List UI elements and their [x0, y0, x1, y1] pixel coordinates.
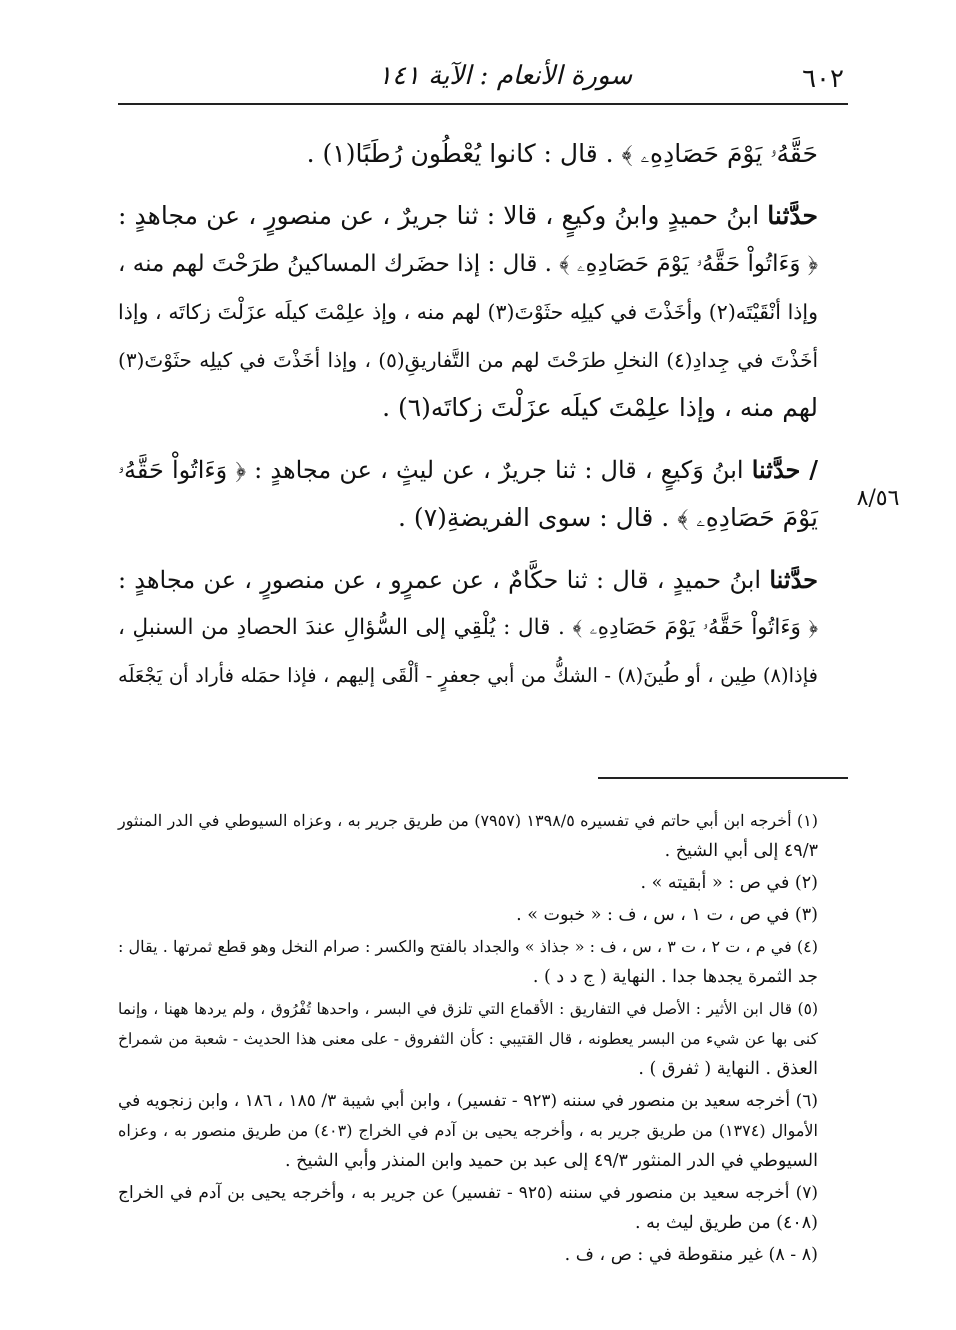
- footnote-line: (١) أخرجه ابن أبي حاتم في تفسيره ١٣٩٨/٥ (٧٩٥٧) من طريق جرير به ، وعزاه السيوطي في الدر المنثور: [118, 811, 819, 830]
- footnote-7: [118, 1178, 818, 1238]
- footnote-6: [118, 1086, 818, 1176]
- margin-marker: ٨/٥٦: [856, 486, 900, 511]
- footnote-line: العذق . النهاية ( ثفرق ) .: [638, 1059, 818, 1079]
- text-line: لهم منه ، وإذا علِمْتَ كيلَه عزَلْتَ زكاتَه(٦) .: [382, 393, 818, 422]
- footnote-line: السيوطي في الدر المنثور ٤٩/٣ إلى عبد بن حميد وابن المنذر وأبي الشيخ .: [285, 1151, 818, 1171]
- text-line: فإذا(٨) طِين ، أو طُينَ(٨) - الشكُّ من أبي جعفرٍ - ألْقَى إليهم ، فإذا حمَله فأراد أن يَجْعَلَه: [118, 664, 818, 687]
- running-title: سورة الأنعام : الآية ١٤١: [378, 61, 633, 91]
- text-line: [118, 556, 818, 604]
- footnote-rule: [598, 777, 848, 779]
- footnote-line: (٢) في ص : « أبقيته » .: [640, 873, 818, 893]
- text-line: [118, 446, 818, 494]
- footnote-line: ٤٩/٣ إلى أبي الشيخ .: [664, 841, 818, 861]
- footnote-line: (٣) في ص ، ت ١ ، س ، ف : « خبوت » .: [516, 905, 818, 925]
- footnote-line: (٦) أخرجه سعيد بن منصور في سننه (٩٢٣ - تفسير) ، وابن أبي شيبة ٣/ ١٨٥ ، ١٨٦ ، وابن زنجويه في: [118, 1091, 819, 1111]
- footnote-line: (٥) قال ابن الأثير : الأصل في التفاريق : الأقماع التي تلزق في البسر ، واحدها تُفْرُوق ، ولم يردها ههنا ، وإنما: [118, 1000, 818, 1018]
- page-number: ٦٠٢: [802, 64, 844, 94]
- footnotes: [118, 806, 818, 1272]
- footnote-line: كنى بها عن شيء من البسر يعطونه ، قال القتيبي : كأن الثفروق - على معنى هذا الحديث - شعبة من شمراخ: [118, 1030, 818, 1048]
- footnote-line: (٨ - ٨) غير منقوطة في : ص ، ف .: [564, 1245, 818, 1265]
- hadith-lead: / حدَّثنا: [751, 455, 818, 484]
- paragraph-2: [118, 192, 818, 432]
- text-span: ابنُ حميدٍ ، قال : ثنا حكَّامٌ ، عن عمرٍو ، عن منصورٍ ، عن مجاهدٍ :: [118, 566, 762, 594]
- text-span: ابنُ وَكيعٍ ، قال : ثنا جريرٌ ، عن ليثٍ ، عن مجاهدٍ : ﴿ وَءَاتُواْ حَقَّهُۥ: [118, 456, 744, 484]
- footnote-line: (٧) أخرجه سعيد بن منصور في سننه (٩٢٥ - تفسير) عن جرير به ، وأخرجه يحيى بن آدم في الخراج: [118, 1183, 818, 1203]
- header-rule: [118, 103, 848, 105]
- paragraph-4: [118, 556, 818, 700]
- footnote-4: [118, 932, 818, 992]
- paragraph-1: [118, 130, 818, 178]
- footnote-line: (٤) في م ، ت ٢ ، ت ٣ ، س ، ف : « جذاذ » والجداد بالفتح والكسر : صرام النخل وهو قطع ثمرتها . يقال :: [118, 937, 819, 956]
- main-text: [118, 130, 818, 714]
- page-header: [118, 58, 848, 102]
- footnote-3: [118, 900, 818, 930]
- text-line: ﴿ وَءَاتُواْ حَقَّهُۥ يَوْمَ حَصَادِهِۦ ﴾ . قال : إذا حضَرك المساكينُ طرَحْتَ لهم منه ،: [118, 251, 818, 277]
- text-line: [118, 192, 818, 240]
- text-line: أخَذْتَ في جِدادِ(٤) النخلِ طرَحْتَ لهم من التَّفاريقِ(٥) ، وإذا أخَذْتَ في كيلِه حثَوْتَ(٣): [118, 348, 818, 372]
- footnote-2: [118, 868, 818, 898]
- text-line: ﴿ وَءَاتُواْ حَقَّهُۥ يَوْمَ حَصَادِهِۦ ﴾ . قال : يُلْقِي إلى السُّؤالِ عندَ الحصادِ من السنبلِ ،: [118, 615, 818, 640]
- hadith-lead: حدَّثنا: [769, 565, 818, 594]
- hadith-lead: حدَّثنا: [767, 201, 818, 230]
- footnote-5: [118, 994, 818, 1084]
- footnote-line: الأموال (١٣٧٤) من طريق جرير به ، وأخرجه يحيى بن آدم في الخراج (٤٠٣) من طريق منصور به ، وعزاه: [118, 1121, 818, 1140]
- footnote-line: جد الثمرة يجدها جدا . النهاية ( ج د د ) .: [532, 967, 818, 987]
- text-line: يَوْمَ حَصَادِهِۦ ﴾ . قال : سوى الفريضةِ(٧) .: [398, 503, 818, 532]
- footnote-1: [118, 806, 818, 866]
- text-line: وإذا أنْقَيْتَه(٢) وأخَذْتَ في كيلِه حثَوْتَ(٣) لهم منه ، وإذ علِمْتَ كيلَه عزَلْتَ زكاتَه ، وإذا: [118, 300, 819, 324]
- paragraph-3: [118, 446, 818, 542]
- text-span: ابنُ حميدٍ وابنُ وكيعٍ ، قالا : ثنا جريرٌ ، عن منصورٍ ، عن مجاهدٍ :: [118, 201, 760, 230]
- text-line: حَقَّهُۥ يَوْمَ حَصَادِهِۦ ﴾ . قال : كانوا يُعْطُون رُطَبًا(١) .: [306, 139, 818, 168]
- footnote-8: [118, 1240, 818, 1270]
- footnote-line: (٤٠٨) من طريق ليث به .: [634, 1213, 818, 1233]
